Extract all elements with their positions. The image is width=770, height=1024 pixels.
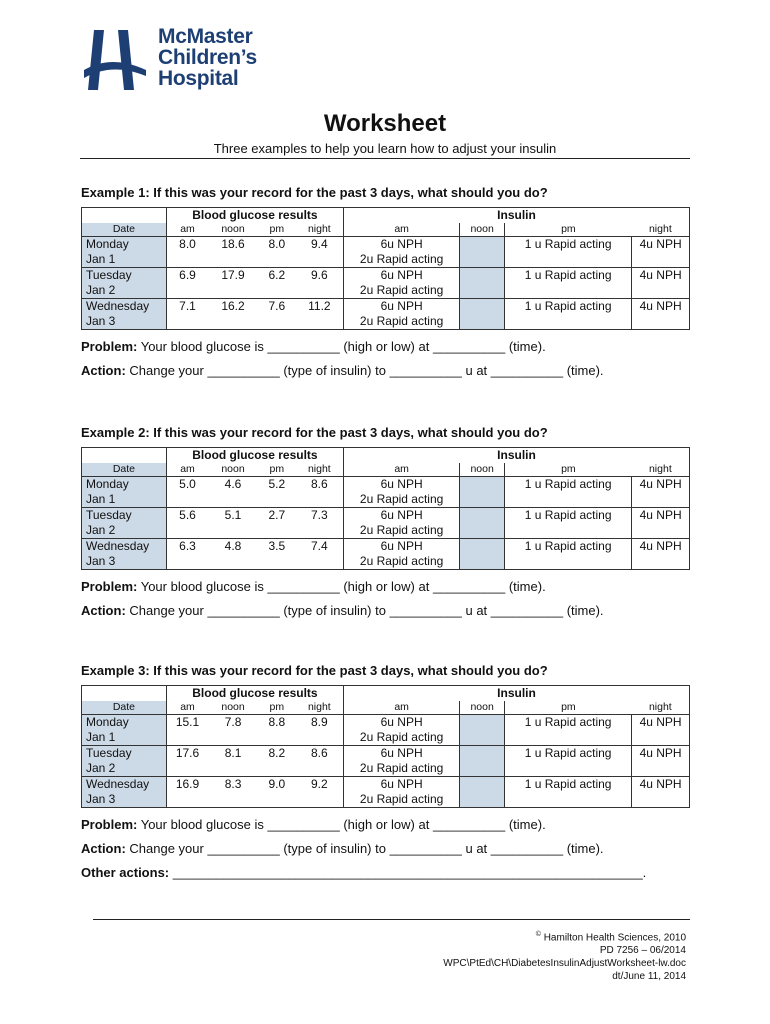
problem-label: Problem: xyxy=(81,579,138,594)
glucose-am: 15.1 xyxy=(166,715,208,746)
date-label: Jan 2 xyxy=(86,283,116,297)
glucose-night: 8.9 xyxy=(296,715,344,746)
insulin-noon-empty xyxy=(460,237,505,268)
date-label: Jan 3 xyxy=(86,792,116,806)
insulin-night: 4u NPH xyxy=(632,777,690,808)
glucose-group-header: Blood glucose results xyxy=(166,686,343,702)
day-label: Wednesday xyxy=(86,777,150,791)
day-label: Tuesday xyxy=(86,508,132,522)
glucose-night: 9.4 xyxy=(296,237,344,268)
glucose-group-header: Blood glucose results xyxy=(166,448,343,464)
col-header-pm: pm xyxy=(505,223,632,237)
footer-code: PD 7256 – 06/2014 xyxy=(599,945,686,957)
date-label: Jan 1 xyxy=(86,492,116,506)
glucose-noon: 8.3 xyxy=(208,777,258,808)
example-3-section xyxy=(81,663,691,881)
glucose-am: 8.0 xyxy=(166,237,208,268)
logo-mark-icon xyxy=(82,26,152,92)
insulin-noon-empty xyxy=(460,299,505,330)
col-header-noon: noon xyxy=(208,463,258,477)
day-label: Wednesday xyxy=(86,539,150,553)
col-header-pm: pm xyxy=(505,701,632,715)
col-header-night: night xyxy=(632,223,690,237)
logo-line-2: Children’s xyxy=(158,46,257,69)
day-label: Monday xyxy=(86,477,129,491)
insulin-night: 4u NPH xyxy=(632,477,690,508)
col-header-am: am xyxy=(166,463,208,477)
glucose-night: 8.6 xyxy=(296,746,344,777)
col-header-pm: pm xyxy=(258,463,296,477)
insulin-pm: 1 u Rapid acting xyxy=(505,508,632,539)
problem-text: Your blood glucose is __________ (high or low) at __________ (time). xyxy=(137,579,546,594)
insulin-noon-empty xyxy=(460,777,505,808)
insulin-noon-empty xyxy=(460,715,505,746)
insulin-group-header: Insulin xyxy=(343,686,689,702)
copyright-symbol: © xyxy=(535,931,541,938)
col-header-noon: noon xyxy=(460,463,505,477)
col-header-date: Date xyxy=(82,223,167,237)
insulin-night: 4u NPH xyxy=(632,299,690,330)
table-row xyxy=(82,477,690,508)
footer-date: dt/June 11, 2014 xyxy=(612,971,686,983)
record-table xyxy=(81,447,690,570)
col-header-date: Date xyxy=(82,701,167,715)
col-header-pm: pm xyxy=(258,701,296,715)
logo-line-3: Hospital xyxy=(158,67,239,90)
date-label: Jan 1 xyxy=(86,252,116,266)
example-2-section xyxy=(81,425,691,619)
action-label: Action: xyxy=(81,363,126,378)
insulin-pm: 1 u Rapid acting xyxy=(505,477,632,508)
problem-line xyxy=(81,579,691,595)
insulin-night: 4u NPH xyxy=(632,715,690,746)
glucose-night: 8.6 xyxy=(296,477,344,508)
glucose-noon: 4.6 xyxy=(208,477,258,508)
glucose-night: 7.4 xyxy=(296,539,344,570)
logo-wordmark xyxy=(158,26,257,89)
insulin-pm: 1 u Rapid acting xyxy=(505,237,632,268)
insulin-noon-empty xyxy=(460,508,505,539)
insulin-am-nph: 6u NPH xyxy=(380,299,423,313)
date-label: Jan 3 xyxy=(86,314,116,328)
glucose-night: 9.2 xyxy=(296,777,344,808)
problem-text: Your blood glucose is __________ (high or low) at __________ (time). xyxy=(137,817,546,832)
problem-line xyxy=(81,817,691,833)
glucose-noon: 8.1 xyxy=(208,746,258,777)
footer xyxy=(443,928,686,983)
insulin-am-nph: 6u NPH xyxy=(380,746,423,760)
problem-label: Problem: xyxy=(81,817,138,832)
logo-line-1: McMaster xyxy=(158,25,253,48)
action-text: Change your __________ (type of insulin) to __________ u at __________ (time). xyxy=(125,363,604,378)
glucose-am: 6.9 xyxy=(166,268,208,299)
insulin-group-header: Insulin xyxy=(343,208,689,224)
insulin-night: 4u NPH xyxy=(632,539,690,570)
glucose-night: 9.6 xyxy=(296,268,344,299)
insulin-pm: 1 u Rapid acting xyxy=(505,715,632,746)
glucose-pm: 9.0 xyxy=(258,777,296,808)
col-header-am: am xyxy=(343,223,459,237)
col-header-am: am xyxy=(343,701,459,715)
page-subtitle: Three examples to help you learn how to adjust your insulin xyxy=(80,141,690,159)
insulin-am-rapid: 2u Rapid acting xyxy=(359,730,444,744)
footer-org: Hamilton Health Sciences, 2010 xyxy=(540,932,686,944)
insulin-group-header: Insulin xyxy=(343,448,689,464)
glucose-noon: 4.8 xyxy=(208,539,258,570)
col-header-date: Date xyxy=(82,463,167,477)
table-row xyxy=(82,508,690,539)
glucose-pm: 3.5 xyxy=(258,539,296,570)
glucose-pm: 8.0 xyxy=(258,237,296,268)
insulin-am-rapid: 2u Rapid acting xyxy=(359,761,444,775)
problem-text: Your blood glucose is __________ (high or low) at __________ (time). xyxy=(137,339,546,354)
action-label: Action: xyxy=(81,841,126,856)
insulin-night: 4u NPH xyxy=(632,746,690,777)
footer-divider xyxy=(93,919,690,920)
date-label: Jan 2 xyxy=(86,761,116,775)
insulin-pm: 1 u Rapid acting xyxy=(505,539,632,570)
col-header-am: am xyxy=(166,701,208,715)
glucose-am: 5.0 xyxy=(166,477,208,508)
col-header-noon: noon xyxy=(460,701,505,715)
insulin-am-rapid: 2u Rapid acting xyxy=(359,554,444,568)
record-table xyxy=(81,207,690,330)
col-header-night: night xyxy=(632,463,690,477)
example-heading: Example 1: If this was your record for the past 3 days, what should you do? xyxy=(81,185,548,200)
example-heading: Example 3: If this was your record for the past 3 days, what should you do? xyxy=(81,663,548,678)
action-text: Change your __________ (type of insulin) to __________ u at __________ (time). xyxy=(125,603,604,618)
insulin-am-nph: 6u NPH xyxy=(380,477,423,491)
col-header-am: am xyxy=(343,463,459,477)
day-label: Monday xyxy=(86,237,129,251)
day-label: Tuesday xyxy=(86,268,132,282)
day-label: Tuesday xyxy=(86,746,132,760)
glucose-pm: 7.6 xyxy=(258,299,296,330)
col-header-noon: noon xyxy=(460,223,505,237)
insulin-am-nph: 6u NPH xyxy=(380,715,423,729)
insulin-noon-empty xyxy=(460,539,505,570)
insulin-night: 4u NPH xyxy=(632,237,690,268)
insulin-pm: 1 u Rapid acting xyxy=(505,299,632,330)
col-header-night: night xyxy=(296,223,344,237)
insulin-am-rapid: 2u Rapid acting xyxy=(359,492,444,506)
page-title: Worksheet xyxy=(323,110,447,137)
insulin-pm: 1 u Rapid acting xyxy=(505,746,632,777)
col-header-night: night xyxy=(296,701,344,715)
action-label: Action: xyxy=(81,603,126,618)
glucose-pm: 5.2 xyxy=(258,477,296,508)
glucose-group-header: Blood glucose results xyxy=(166,208,343,224)
example-heading: Example 2: If this was your record for the past 3 days, what should you do? xyxy=(81,425,548,440)
col-header-pm: pm xyxy=(505,463,632,477)
insulin-am-nph: 6u NPH xyxy=(380,508,423,522)
record-table xyxy=(81,685,690,808)
insulin-pm: 1 u Rapid acting xyxy=(505,777,632,808)
insulin-am-nph: 6u NPH xyxy=(380,237,423,251)
insulin-am-rapid: 2u Rapid acting xyxy=(359,252,444,266)
insulin-am-nph: 6u NPH xyxy=(380,539,423,553)
glucose-night: 7.3 xyxy=(296,508,344,539)
glucose-pm: 8.8 xyxy=(258,715,296,746)
action-text: Change your __________ (type of insulin) to __________ u at __________ (time). xyxy=(125,841,604,856)
table-row xyxy=(82,715,690,746)
glucose-am: 16.9 xyxy=(166,777,208,808)
footer-path: WPC\PtEd\CH\DiabetesInsulinAdjustWorksheet-lw.doc xyxy=(443,958,686,970)
col-header-night: night xyxy=(632,701,690,715)
table-row xyxy=(82,237,690,268)
glucose-pm: 8.2 xyxy=(258,746,296,777)
glucose-am: 5.6 xyxy=(166,508,208,539)
table-row xyxy=(82,746,690,777)
problem-line xyxy=(81,339,691,355)
action-line xyxy=(81,363,691,379)
table-row xyxy=(82,777,690,808)
insulin-night: 4u NPH xyxy=(632,508,690,539)
glucose-night: 11.2 xyxy=(296,299,344,330)
other-actions-text: _________________________________________________________________. xyxy=(169,865,647,880)
insulin-pm: 1 u Rapid acting xyxy=(505,268,632,299)
example-1-section xyxy=(81,185,691,379)
glucose-pm: 6.2 xyxy=(258,268,296,299)
hospital-logo xyxy=(82,26,272,96)
col-header-pm: pm xyxy=(258,223,296,237)
table-row xyxy=(82,299,690,330)
glucose-pm: 2.7 xyxy=(258,508,296,539)
insulin-noon-empty xyxy=(460,477,505,508)
date-label: Jan 1 xyxy=(86,730,116,744)
action-line xyxy=(81,841,691,857)
glucose-am: 6.3 xyxy=(166,539,208,570)
col-header-noon: noon xyxy=(208,701,258,715)
glucose-noon: 16.2 xyxy=(208,299,258,330)
other-actions-label: Other actions: xyxy=(81,865,170,880)
glucose-am: 7.1 xyxy=(166,299,208,330)
glucose-noon: 7.8 xyxy=(208,715,258,746)
insulin-am-rapid: 2u Rapid acting xyxy=(359,792,444,806)
date-label: Jan 3 xyxy=(86,554,116,568)
action-line xyxy=(81,603,691,619)
insulin-noon-empty xyxy=(460,268,505,299)
insulin-night: 4u NPH xyxy=(632,268,690,299)
day-label: Monday xyxy=(86,715,129,729)
problem-label: Problem: xyxy=(81,339,138,354)
table-row xyxy=(82,539,690,570)
insulin-am-rapid: 2u Rapid acting xyxy=(359,283,444,297)
insulin-noon-empty xyxy=(460,746,505,777)
table-row xyxy=(82,268,690,299)
insulin-am-nph: 6u NPH xyxy=(380,268,423,282)
glucose-noon: 17.9 xyxy=(208,268,258,299)
col-header-am: am xyxy=(166,223,208,237)
date-label: Jan 2 xyxy=(86,523,116,537)
glucose-noon: 18.6 xyxy=(208,237,258,268)
insulin-am-rapid: 2u Rapid acting xyxy=(359,314,444,328)
insulin-am-nph: 6u NPH xyxy=(380,777,423,791)
col-header-noon: noon xyxy=(208,223,258,237)
insulin-am-rapid: 2u Rapid acting xyxy=(359,523,444,537)
other-actions-line xyxy=(81,865,691,881)
glucose-am: 17.6 xyxy=(166,746,208,777)
col-header-night: night xyxy=(296,463,344,477)
glucose-noon: 5.1 xyxy=(208,508,258,539)
day-label: Wednesday xyxy=(86,299,150,313)
